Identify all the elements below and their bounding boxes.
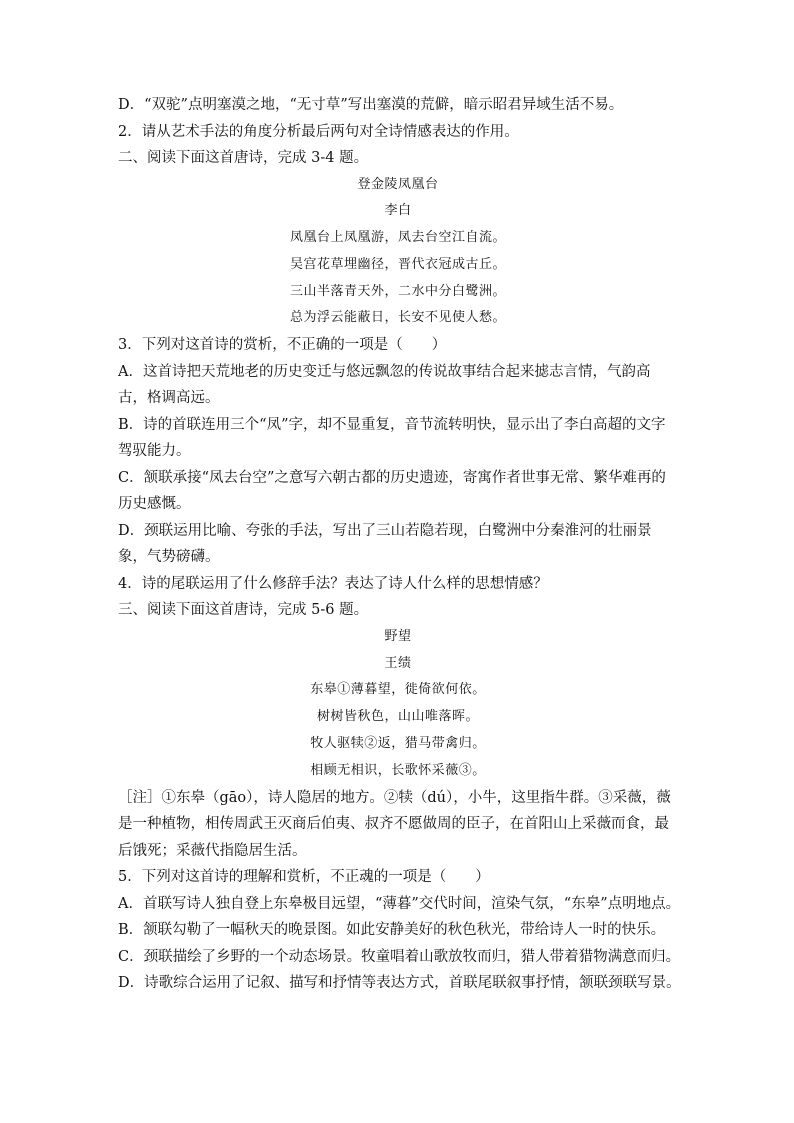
poem2-annotation: ［注］①东皋（gāo），诗人隐居的地方。②犊（dú），小牛，这里指牛群。③采薇，薇是一种植物，相传周武王灭商后伯夷、叔齐不愿做周的臣子，在首阳山上采薇而食，最后饿死；采薇代指隐居生活。 [118,789,671,859]
question-3-option-a: A．这首诗把天荒地老的历史变迁与悠远飘忽的传说故事结合起来摅志言情，气韵高古，格调高远。 [118,363,651,407]
question-5-option-d: D．诗歌综合运用了记叙、描写和抒情等表达方式，首联尾联叙事抒情，颔联颈联写景。 [118,975,681,992]
question-3-stem: 3．下列对这首诗的赏析，不正确的一项是（ ） [118,337,447,354]
question-5-stem: 5．下列对这首诗的理解和赏析，不正魂的一项是（ ） [118,869,490,886]
poem2-line: 牧人驱犊②返，猎马带禽归。 [310,735,486,751]
section-3-heading: 三、阅读下面这首唐诗，完成 5-6 题。 [118,602,369,619]
question-5-option-b: B．颔联勾勒了一幅秋天的晚景图。如此安静美好的秋色秋光，带给诗人一时的快乐。 [118,922,666,939]
poem1-author: 李白 [384,203,412,219]
poem1-line: 吴宫花草埋幽径，晋代衣冠成古丘。 [289,256,506,272]
question-5-option-a: A．首联写诗人独自登上东皋极目远望，“薄暮”交代时间，渲染气氛，“东皋”点明地点。 [118,895,681,912]
poem2-line: 相顾无相识，长歌怀采薇③。 [310,762,486,778]
question-3-option-b: B．诗的首联连用三个“凤”字，却不显重复，音节流转明快，显示出了李白高超的文字驾驭能力。 [118,416,666,460]
poem2-author: 王绩 [384,655,412,671]
question-4: 4．诗的尾联运用了什么修辞手法？表达了诗人什么样的思想情感？ [118,575,548,592]
question-5-option-c: C．颈联描绘了乡野的一个动态场景。牧童唱着山歌放牧而归，猎人带着猎物满意而归。 [118,948,681,965]
option-d-previous: D．“双驼”点明塞漠之地，“无寸草”写出塞漠的荒僻，暗示昭君异域生活不易。 [118,97,624,113]
poem1-line: 三山半落青天外，二水中分白鹭洲。 [289,283,506,299]
poem1-line: 凤凰台上凤凰游，凤去台空江自流。 [289,230,506,246]
question-3-option-d: D．颈联运用比喻、夸张的手法，写出了三山若隐若现，白鹭洲中分秦淮河的壮丽景象，气势磅礴。 [118,522,652,566]
poem1-title: 登金陵凤凰台 [357,176,439,192]
exam-page [118,92,681,997]
section-2-heading: 二、阅读下面这首唐诗，完成 3-4 题。 [118,150,369,166]
poem2-title: 野望 [384,628,412,644]
poem2-line: 东皋①薄暮望，徙倚欲何依。 [310,682,486,698]
question-3-option-c: C．颔联承接“凤去台空”之意写六朝古都的历史遗迹，寄寓作者世事无常、繁华难再的历史感慨。 [118,469,666,513]
poem1-line: 总为浮云能蔽日，长安不见使人愁。 [289,310,506,326]
question-2: 2．请从艺术手法的角度分析最后两句对全诗情感表达的作用。 [118,123,519,140]
poem2-line: 树树皆秋色，山山唯落晖。 [316,709,479,725]
